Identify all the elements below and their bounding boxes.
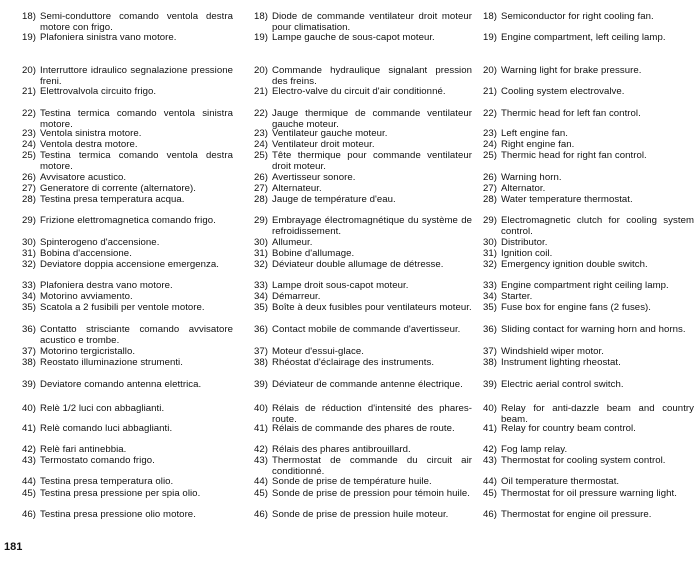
entry-number: 32): [482, 259, 497, 270]
entry-description: Ignition coil.: [501, 248, 553, 259]
entry-description: Bobina d'accensione.: [40, 248, 132, 259]
entry-description: Allumeur.: [272, 237, 313, 248]
entry-description: Relay for anti-dazzle beam and country beam.: [501, 403, 694, 425]
legend-entry: [0, 12, 233, 34]
entry-number: 37): [253, 346, 268, 357]
legend-entry: [0, 424, 233, 435]
entry-description: Alternator.: [501, 183, 546, 194]
entry-number: 33): [253, 280, 268, 291]
legend-entry: [472, 489, 694, 500]
entry-description: Emergency ignition double switch.: [501, 259, 648, 270]
legend-entry: [239, 87, 472, 98]
entry-description: Moteur d'essui-glace.: [272, 346, 364, 357]
entry-description: Relè comando luci abbaglianti.: [40, 423, 173, 434]
legend-entry: [0, 151, 233, 173]
entry-description: Plafoniera destra vano motore.: [40, 280, 173, 291]
entry-number: 46): [482, 509, 497, 520]
entry-description: Windshield wiper motor.: [501, 346, 604, 357]
legend-entry: [239, 303, 472, 314]
entry-description: Oil temperature thermostat.: [501, 476, 620, 487]
entry-description: Reostato illuminazione strumenti.: [40, 357, 183, 368]
legend-entry: [472, 66, 694, 77]
legend-entry: [239, 477, 472, 488]
entry-description: Commande hydraulique signalant pression des freins.: [272, 65, 472, 87]
legend-entry: [0, 489, 233, 500]
legend-entry: [0, 380, 233, 391]
legend-entry: [0, 303, 233, 314]
entry-description: Rélais des phares antibrouillard.: [272, 444, 411, 455]
entry-description: Lampe gauche de sous-capot moteur.: [272, 32, 435, 43]
entry-number: 22): [21, 108, 36, 119]
entry-description: Sonde de prise de pression pour témoin huile.: [272, 488, 470, 499]
entry-number: 24): [21, 139, 36, 150]
entry-description: Testina presa pressione per spia olio.: [40, 488, 201, 499]
entry-description: Warning horn.: [501, 172, 562, 183]
entry-number: 21): [21, 86, 36, 97]
entry-number: 42): [482, 444, 497, 455]
entry-number: 25): [482, 150, 497, 161]
legend-entry: [0, 404, 233, 415]
entry-number: 36): [253, 324, 268, 335]
entry-description: Termostato comando frigo.: [40, 455, 155, 466]
entry-description: Semi-conduttore comando ventola destra motore con frigo.: [40, 11, 233, 33]
legend-entry: [239, 260, 472, 271]
entry-number: 20): [21, 65, 36, 76]
entry-description: Avvisatore acustico.: [40, 172, 127, 183]
entry-number: 26): [253, 172, 268, 183]
entry-number: 23): [482, 128, 497, 139]
legend-entry: [239, 380, 472, 391]
entry-description: Ventola destra motore.: [40, 139, 138, 150]
entry-number: 46): [253, 509, 268, 520]
entry-number: 39): [253, 379, 268, 390]
entry-number: 41): [253, 423, 268, 434]
entry-number: 43): [253, 455, 268, 466]
legend-entry: [239, 424, 472, 435]
legend-entry: [472, 12, 694, 23]
entry-description: Testina presa pressione olio motore.: [40, 509, 196, 520]
entry-number: 34): [482, 291, 497, 302]
entry-description: Relè fari antinebbia.: [40, 444, 127, 455]
entry-number: 43): [482, 455, 497, 466]
entry-number: 29): [482, 215, 497, 226]
entry-number: 41): [21, 423, 36, 434]
entry-description: Thermostat de commande du circuit air conditionné.: [272, 455, 472, 477]
entry-number: 31): [253, 248, 268, 259]
entry-description: Démarreur.: [272, 291, 321, 302]
entry-number: 45): [21, 488, 36, 499]
entry-description: Déviateur double allumage de détresse.: [272, 259, 444, 270]
entry-description: Generatore di corrente (alternatore).: [40, 183, 196, 194]
entry-number: 27): [21, 183, 36, 194]
legend-entry: [472, 33, 694, 44]
legend-entry: [472, 456, 694, 467]
entry-number: 36): [21, 324, 36, 335]
entry-description: Relè 1/2 luci con abbaglianti.: [40, 403, 165, 414]
legend-entry: [472, 510, 694, 521]
entry-number: 22): [253, 108, 268, 119]
entry-number: 31): [482, 248, 497, 259]
entry-number: 32): [253, 259, 268, 270]
entry-description: Deviatore doppia accensione emergenza.: [40, 259, 219, 270]
entry-number: 30): [21, 237, 36, 248]
legend-entry: [0, 325, 233, 347]
entry-description: Scatola a 2 fusibili per ventole motore.: [40, 302, 205, 313]
legend-entry: [472, 260, 694, 271]
entry-description: Testina termica comando ventola destra motore.: [40, 150, 233, 172]
entry-number: 38): [21, 357, 36, 368]
entry-number: 39): [21, 379, 36, 390]
entry-number: 44): [482, 476, 497, 487]
entry-number: 35): [21, 302, 36, 313]
entry-number: 37): [482, 346, 497, 357]
entry-number: 30): [482, 237, 497, 248]
entry-description: Jauge thermique de commande ventilateur gauche moteur.: [272, 108, 472, 130]
legend-entry: [0, 216, 233, 227]
legend-entry: [472, 109, 694, 120]
entry-description: Testina presa temperatura acqua.: [40, 194, 185, 205]
legend-entry: [0, 358, 233, 369]
legend-entry: [239, 325, 472, 336]
legend-entry: [239, 489, 472, 500]
entry-description: Ventilateur droit moteur.: [272, 139, 375, 150]
entry-description: Interruttore idraulico segnalazione pressione freni.: [40, 65, 233, 87]
entry-description: Ventilateur gauche moteur.: [272, 128, 388, 139]
entry-number: 31): [21, 248, 36, 259]
entry-number: 28): [482, 194, 497, 205]
entry-number: 40): [482, 403, 497, 414]
entry-number: 39): [482, 379, 497, 390]
entry-description: Rélais de commande des phares de route.: [272, 423, 455, 434]
entry-description: Cooling system electrovalve.: [501, 86, 625, 97]
legend-entry: [239, 66, 472, 88]
entry-number: 44): [21, 476, 36, 487]
entry-description: Rélais de réduction d'intensité des phares-route.: [272, 403, 472, 425]
entry-number: 26): [482, 172, 497, 183]
legend-entry: [472, 325, 694, 336]
entry-description: Tête thermique pour commande ventilateur droit moteur.: [272, 150, 472, 172]
entry-description: Sonde de prise de pression huile moteur.: [272, 509, 449, 520]
entry-number: 18): [253, 11, 268, 22]
entry-description: Instrument lighting rheostat.: [501, 357, 621, 368]
entry-number: 35): [253, 302, 268, 313]
legend-entry: [472, 303, 694, 314]
entry-number: 23): [253, 128, 268, 139]
entry-description: Electric aerial control switch.: [501, 379, 624, 390]
legend-entry: [239, 12, 472, 34]
entry-number: 34): [21, 291, 36, 302]
entry-description: Ventola sinistra motore.: [40, 128, 142, 139]
legend-entry: [472, 380, 694, 391]
entry-description: Engine compartment, left ceiling lamp.: [501, 32, 666, 43]
entry-description: Semiconductor for right cooling fan.: [501, 11, 654, 22]
entry-number: 38): [253, 357, 268, 368]
entry-description: Frizione elettromagnetica comando frigo.: [40, 215, 216, 226]
entry-number: 20): [253, 65, 268, 76]
entry-number: 38): [482, 357, 497, 368]
legend-entry: [0, 260, 233, 271]
legend-entry: [239, 195, 472, 206]
entry-number: 35): [482, 302, 497, 313]
entry-number: 28): [21, 194, 36, 205]
entry-description: Boîte à deux fusibles pour ventilateurs moteur.: [272, 302, 472, 313]
entry-description: Thermic head for right fan control.: [501, 150, 647, 161]
entry-description: Diode de commande ventilateur droit moteur pour climatisation.: [272, 11, 472, 33]
entry-number: 18): [21, 11, 36, 22]
legend-entry: [239, 151, 472, 173]
legend-entry: [472, 477, 694, 488]
entry-description: Thermostat for engine oil pressure.: [501, 509, 652, 520]
legend-entry: [472, 358, 694, 369]
entry-number: 19): [253, 32, 268, 43]
entry-number: 19): [21, 32, 36, 43]
entry-description: Engine compartment right ceiling lamp.: [501, 280, 669, 291]
entry-number: 23): [21, 128, 36, 139]
legend-entry: [239, 510, 472, 521]
entry-description: Thermostat for oil pressure warning light.: [501, 488, 677, 499]
entry-number: 18): [482, 11, 497, 22]
entry-description: Electro-valve du circuit d'air conditionné.: [272, 86, 446, 97]
entry-description: Embrayage électromagnétique du système de refroidissement.: [272, 215, 472, 237]
entry-number: 33): [21, 280, 36, 291]
entry-number: 24): [482, 139, 497, 150]
entry-description: Starter.: [501, 291, 533, 302]
entry-description: Thermostat for cooling system control.: [501, 455, 666, 466]
legend-entry: [472, 195, 694, 206]
entry-description: Avertisseur sonore.: [272, 172, 356, 183]
entry-description: Thermic head for left fan control.: [501, 108, 641, 119]
entry-description: Deviatore comando antenna elettrica.: [40, 379, 202, 390]
entry-description: Motorino avviamento.: [40, 291, 133, 302]
entry-description: Relay for country beam control.: [501, 423, 636, 434]
legend-entry: [239, 358, 472, 369]
legend-entry: [472, 151, 694, 162]
entry-description: Elettrovalvola circuito frigo.: [40, 86, 157, 97]
entry-number: 42): [21, 444, 36, 455]
entry-description: Water temperature thermostat.: [501, 194, 633, 205]
entry-number: 24): [253, 139, 268, 150]
entry-number: 22): [482, 108, 497, 119]
entry-description: Fuse box for engine fans (2 fuses).: [501, 302, 651, 313]
legend-entry: [0, 456, 233, 467]
entry-description: Testina presa temperatura olio.: [40, 476, 174, 487]
entry-description: Warning light for brake pressure.: [501, 65, 642, 76]
entry-number: 43): [21, 455, 36, 466]
entry-number: 27): [253, 183, 268, 194]
legend-entry: [239, 33, 472, 44]
legend-entry: [0, 87, 233, 98]
entry-description: Sonde de prise de température huile.: [272, 476, 432, 487]
entry-number: 46): [21, 509, 36, 520]
entry-number: 40): [253, 403, 268, 414]
entry-description: Rhéostat d'éclairage des instruments.: [272, 357, 435, 368]
legend-entry: [239, 216, 472, 238]
entry-description: Electromagnetic clutch for cooling system control.: [501, 215, 694, 237]
legend-entry: [0, 33, 233, 44]
legend-entry: [239, 456, 472, 478]
entry-number: 28): [253, 194, 268, 205]
entry-description: Testina termica comando ventola sinistra motore.: [40, 108, 233, 130]
entry-number: 32): [21, 259, 36, 270]
entry-number: 20): [482, 65, 497, 76]
entry-number: 45): [253, 488, 268, 499]
entry-number: 37): [21, 346, 36, 357]
entry-number: 21): [253, 86, 268, 97]
legend-entry: [472, 216, 694, 238]
entry-description: Spinterogeno d'accensione.: [40, 237, 160, 248]
legend-entry: [0, 510, 233, 521]
entry-description: Sliding contact for warning horn and horns.: [501, 324, 686, 335]
legend-entry: [472, 424, 694, 435]
entry-number: 42): [253, 444, 268, 455]
entry-number: 25): [253, 150, 268, 161]
legend-entry: [0, 66, 233, 88]
page-number: 181: [4, 541, 23, 553]
entry-number: 29): [21, 215, 36, 226]
legend-entry: [0, 477, 233, 488]
legend-entry: [472, 87, 694, 98]
entry-description: Distributor.: [501, 237, 548, 248]
entry-number: 44): [253, 476, 268, 487]
entry-number: 19): [482, 32, 497, 43]
entry-description: Jauge de température d'eau.: [272, 194, 396, 205]
entry-number: 34): [253, 291, 268, 302]
entry-number: 21): [482, 86, 497, 97]
entry-description: Contatto strisciante comando avvisatore acustico e trombe.: [40, 324, 233, 346]
entry-number: 25): [21, 150, 36, 161]
entry-description: Left engine fan.: [501, 128, 568, 139]
legend-entry: [0, 195, 233, 206]
entry-description: Plafoniera sinistra vano motore.: [40, 32, 177, 43]
entry-description: Lampe droit sous-capot moteur.: [272, 280, 409, 291]
entry-description: Motorino tergicristallo.: [40, 346, 136, 357]
entry-description: Right engine fan.: [501, 139, 575, 150]
entry-number: 27): [482, 183, 497, 194]
entry-number: 36): [482, 324, 497, 335]
entry-number: 41): [482, 423, 497, 434]
entry-number: 30): [253, 237, 268, 248]
entry-number: 45): [482, 488, 497, 499]
entry-description: Contact mobile de commande d'avertisseur.: [272, 324, 461, 335]
entry-description: Déviateur de commande antenne électrique.: [272, 379, 463, 390]
entry-description: Alternateur.: [272, 183, 322, 194]
entry-number: 26): [21, 172, 36, 183]
entry-number: 40): [21, 403, 36, 414]
entry-number: 33): [482, 280, 497, 291]
entry-description: Bobine d'allumage.: [272, 248, 355, 259]
entry-number: 29): [253, 215, 268, 226]
entry-description: Fog lamp relay.: [501, 444, 568, 455]
